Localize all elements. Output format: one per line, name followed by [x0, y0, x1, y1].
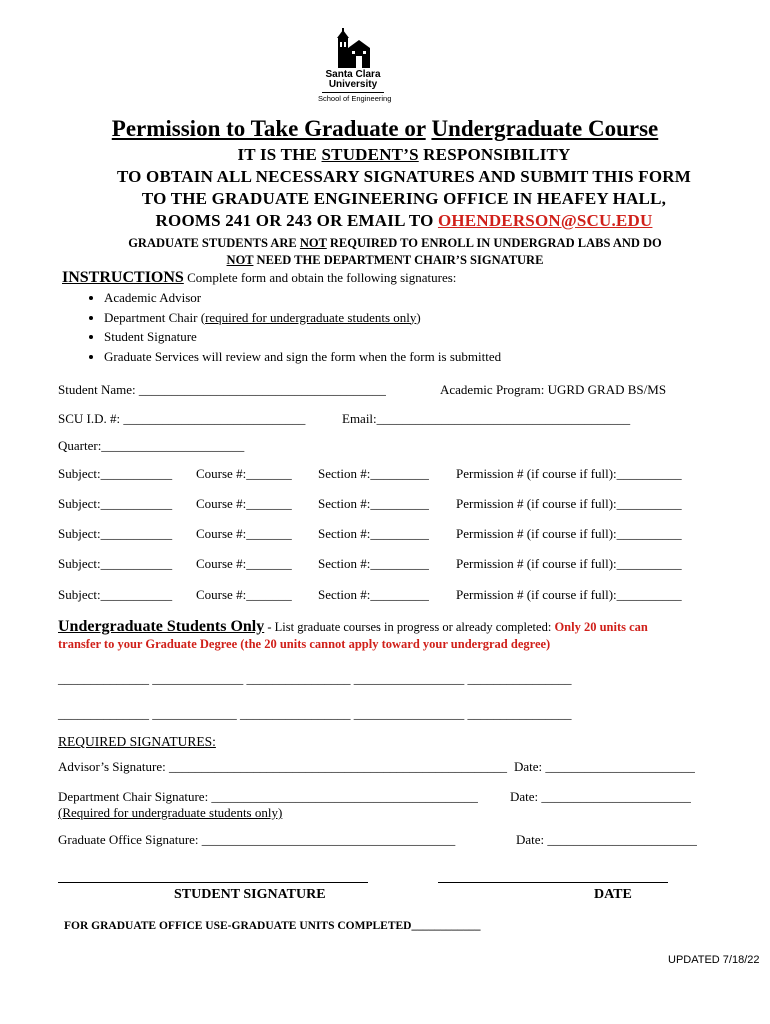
grad-note-line-1: GRADUATE STUDENTS ARE NOT REQUIRED TO ENROLL IN UNDERGRAD LABS AND DO	[128, 236, 662, 250]
section-number-field[interactable]: Section #:_________	[318, 587, 429, 602]
email-link[interactable]: OHENDERSON@SCU.EDU	[437, 211, 653, 230]
subject-field[interactable]: Subject:___________	[58, 526, 173, 541]
instructions	[62, 269, 456, 287]
grad-course-row-1[interactable]: ______________ ______________ ________________ _________________ ________________	[58, 671, 572, 686]
section-number-field[interactable]: Section #:_________	[318, 526, 429, 541]
permission-number-field[interactable]: Permission # (if course if full):__________	[456, 556, 682, 571]
responsibility-line-1: IT IS THE STUDENT’S RESPONSIBILITY	[237, 145, 571, 164]
course-number-field[interactable]: Course #:_______	[196, 556, 292, 571]
course-number-field[interactable]: Course #:_______	[196, 466, 292, 481]
grad-office-signature-field[interactable]: Graduate Office Signature: _______________________________________	[58, 832, 456, 847]
logo-divider	[322, 92, 384, 93]
instructions-heading: INSTRUCTIONS	[62, 269, 184, 286]
quarter-field[interactable]: Quarter:______________________	[58, 438, 245, 453]
undergrad-line-2: transfer to your Graduate Degree (the 20 units cannot apply toward your undergrad degree)	[58, 637, 551, 651]
date-label: DATE	[594, 887, 632, 902]
logo-line-1: Santa Clara	[325, 69, 381, 80]
student-name-field[interactable]: Student Name: ______________________________________	[58, 382, 386, 397]
permission-number-field[interactable]: Permission # (if course if full):__________	[456, 496, 682, 511]
mission-church-icon	[318, 28, 388, 68]
chair-note: (Required for undergraduate students only)	[58, 805, 283, 820]
list-item: • Graduate Services will review and sign the form when the form is submitted	[104, 347, 501, 367]
permission-number-field[interactable]: Permission # (if course if full):__________	[456, 466, 682, 481]
instructions-list	[78, 288, 501, 366]
advisor-date-field[interactable]: Date: _______________________	[514, 759, 695, 774]
course-number-field[interactable]: Course #:_______	[196, 587, 292, 602]
title-part-2: Undergraduate Course	[431, 116, 659, 141]
responsibility-line-2: TO OBTAIN ALL NECESSARY SIGNATURES AND SUBMIT THIS FORM	[116, 167, 692, 186]
advisor-signature-field[interactable]: Advisor’s Signature: ____________________________________________________	[58, 759, 507, 774]
course-number-field[interactable]: Course #:_______	[196, 496, 292, 511]
student-signature-label: STUDENT SIGNATURE	[174, 887, 326, 902]
date-line[interactable]	[438, 882, 668, 883]
responsibility-line-4: ROOMS 241 OR 243 OR EMAIL TO OHENDERSON@SCU.EDU	[155, 211, 653, 230]
chair-date-field[interactable]: Date: _______________________	[510, 789, 691, 804]
list-item: • Academic Advisor	[104, 288, 501, 308]
permission-number-field[interactable]: Permission # (if course if full):__________	[456, 526, 682, 541]
subject-field[interactable]: Subject:___________	[58, 556, 173, 571]
grad-course-row-2[interactable]: ______________ _____________ _________________ _________________ ________________	[58, 706, 572, 721]
section-number-field[interactable]: Section #:_________	[318, 466, 429, 481]
page-title	[0, 116, 770, 142]
section-number-field[interactable]: Section #:_________	[318, 556, 429, 571]
undergrad-heading: Undergraduate Students Only	[58, 618, 265, 635]
subject-field[interactable]: Subject:___________	[58, 466, 173, 481]
university-logo	[318, 28, 392, 106]
logo-line-3: School of Engineering	[318, 94, 392, 103]
grad-office-date-field[interactable]: Date: _______________________	[516, 832, 697, 847]
office-use-line: FOR GRADUATE OFFICE USE-GRADUATE UNITS COMPLETED____________	[64, 920, 481, 932]
title-part-1: Permission to Take Graduate or	[111, 116, 426, 141]
scu-id-field[interactable]: SCU I.D. #: ____________________________	[58, 411, 306, 426]
instructions-text: Complete form and obtain the following signatures:	[183, 270, 457, 285]
list-item: • Department Chair (required for undergraduate students only)	[104, 308, 501, 328]
section-number-field[interactable]: Section #:_________	[318, 496, 429, 511]
email-field[interactable]: Email:_______________________________________	[342, 411, 631, 426]
updated-date: UPDATED 7/18/22	[668, 954, 760, 966]
student-signature-line[interactable]	[58, 882, 368, 883]
academic-program-field[interactable]: Academic Program: UGRD GRAD BS/MS	[440, 382, 667, 397]
required-signatures-heading: REQUIRED SIGNATURES:	[58, 734, 216, 749]
responsibility-line-3: TO THE GRADUATE ENGINEERING OFFICE IN HEAFEY HALL,	[141, 189, 667, 208]
course-number-field[interactable]: Course #:_______	[196, 526, 292, 541]
permission-number-field[interactable]: Permission # (if course if full):__________	[456, 587, 682, 602]
undergrad-line-1: Undergraduate Students Only - List graduate courses in progress or already completed: Only 20 units can	[58, 618, 648, 635]
grad-note-line-2: NOT NEED THE DEPARTMENT CHAIR’S SIGNATURE	[226, 253, 544, 267]
subject-field[interactable]: Subject:___________	[58, 587, 173, 602]
list-item: • Student Signature	[104, 327, 501, 347]
logo-line-2: University	[328, 79, 378, 90]
chair-signature-field[interactable]: Department Chair Signature: _________________________________________	[58, 789, 478, 804]
subject-field[interactable]: Subject:___________	[58, 496, 173, 511]
